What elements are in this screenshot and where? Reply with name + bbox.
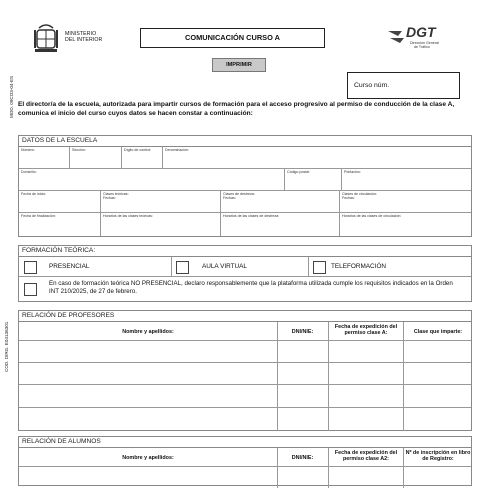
field-label: Denominación: <box>165 148 189 152</box>
col-header-dni: DNI/NIE: <box>291 455 314 461</box>
teachers-section <box>18 310 472 431</box>
field-sublabel: Fechas: <box>342 196 355 201</box>
table-row[interactable] <box>19 467 471 487</box>
ministry-line2: DEL INTERIOR <box>65 37 103 43</box>
intro-text: El director/a de la escuela, autorizada para impartir cursos de formación para el acceso progresivo al permiso de conducción de la clase A, comunica el inicio del curso cuyos datos se hacen constar a continuación: <box>18 101 455 117</box>
table-row[interactable] <box>19 341 471 362</box>
school-data-section <box>18 135 472 237</box>
col-header-clase: Clase que imparte: <box>413 329 463 335</box>
col-header-nombre: Nombre y apellidos: <box>122 329 174 335</box>
option-label: AULA VIRTUAL <box>202 263 247 270</box>
field-horarios-circulacion[interactable] <box>340 213 471 236</box>
table-row[interactable] <box>19 385 471 407</box>
field-label: Clases de destreza: <box>223 192 255 196</box>
col-header-inscripcion: Nº de inscripción en libro de Registro: <box>405 450 471 463</box>
col-header-dni: DNI/NIE: <box>291 329 314 335</box>
dgt-text: DGT <box>406 24 436 40</box>
field-sublabel: Fechas: <box>103 196 116 201</box>
section-title: DATOS DE LA ESCUELA <box>19 136 471 147</box>
field-label: Clases de circulación: <box>342 192 377 196</box>
field-horarios-destreza[interactable] <box>221 213 340 236</box>
dgt-sub1: Dirección General <box>410 41 439 45</box>
option-label: PRESENCIAL <box>49 263 90 270</box>
dgt-arrows-icon <box>386 28 406 46</box>
field-label: Clases teóricas: <box>103 192 129 196</box>
field-denominacion[interactable] <box>163 147 471 169</box>
field-sublabel: Fechas: <box>223 196 236 201</box>
coat-of-arms-logo <box>33 22 59 54</box>
checkbox-declaracion[interactable] <box>24 283 37 296</box>
ministry-line1: MINISTERIO <box>65 31 97 37</box>
ministry-name <box>65 31 102 43</box>
col-header-fecha: Fecha de expedición del permiso clase A2: <box>334 450 398 463</box>
dgt-logo <box>386 24 452 58</box>
checkbox-presencial[interactable] <box>24 261 37 274</box>
field-label: Dígito de control: <box>124 148 152 152</box>
table-row[interactable] <box>19 363 471 384</box>
option-label: TELEFORMACIÓN <box>331 263 387 270</box>
document-code: COD. DIRG. E04136301 <box>4 321 9 372</box>
field-seccion[interactable] <box>70 147 122 169</box>
form-title: COMUNICACIÓN CURSO A <box>140 28 325 48</box>
col-header-nombre: Nombre y apellidos: <box>122 455 174 461</box>
checkbox-aula-virtual[interactable] <box>176 261 189 274</box>
curso-label: Curso núm. <box>354 82 390 89</box>
field-label: Código postal: <box>287 170 310 174</box>
field-digito-control[interactable] <box>122 147 163 169</box>
section-title: RELACIÓN DE ALUMNOS <box>19 437 471 448</box>
section-title: RELACIÓN DE PROFESORES <box>19 311 471 322</box>
field-label: Población: <box>344 170 361 174</box>
field-domicilio[interactable] <box>19 169 285 191</box>
col-header-fecha: Fecha de expedición del permiso clase A: <box>334 324 398 337</box>
field-label: Fecha de finalización: <box>21 214 56 218</box>
curso-number-field[interactable] <box>347 72 460 99</box>
print-button[interactable]: IMPRIMIR <box>212 58 266 72</box>
field-label: Horarios de las clases teóricas: <box>103 214 153 218</box>
theory-training-section <box>18 245 472 302</box>
field-clases-teoricas[interactable] <box>101 191 221 213</box>
field-label: Sección: <box>72 148 86 152</box>
field-horarios-teoricas[interactable] <box>101 213 221 236</box>
field-poblacion[interactable] <box>342 169 471 191</box>
field-codigo-postal[interactable] <box>285 169 342 191</box>
dgt-sub2: de Tráfico <box>414 45 430 49</box>
field-label: Horarios de las clases de circulación: <box>342 214 402 218</box>
declaration-text: En caso de formación teórica NO PRESENCIAL, declaro responsablemente que la plataforma utilizada cumple los requisitos indicados en la Orden INT 210/2025, de 27 de febrero. <box>49 280 453 295</box>
field-label: Horarios de las clases de destreza: <box>223 214 280 218</box>
model-code: MOD. 09CO3-04-ES <box>9 75 14 118</box>
section-title: FORMACIÓN TEÓRICA: <box>19 246 471 257</box>
table-row[interactable] <box>19 408 471 430</box>
field-clases-destreza[interactable] <box>221 191 340 213</box>
field-fecha-finalizacion[interactable] <box>19 213 101 236</box>
field-clases-circulacion[interactable] <box>340 191 471 213</box>
field-fecha-inicio[interactable] <box>19 191 101 213</box>
field-label: Fecha de inicio: <box>21 192 47 196</box>
training-options <box>19 257 471 277</box>
field-label: Número: <box>21 148 35 152</box>
students-section <box>18 436 472 486</box>
field-label: Domicilio: <box>21 170 37 174</box>
checkbox-teleformacion[interactable] <box>313 261 326 274</box>
field-numero[interactable] <box>19 147 70 169</box>
